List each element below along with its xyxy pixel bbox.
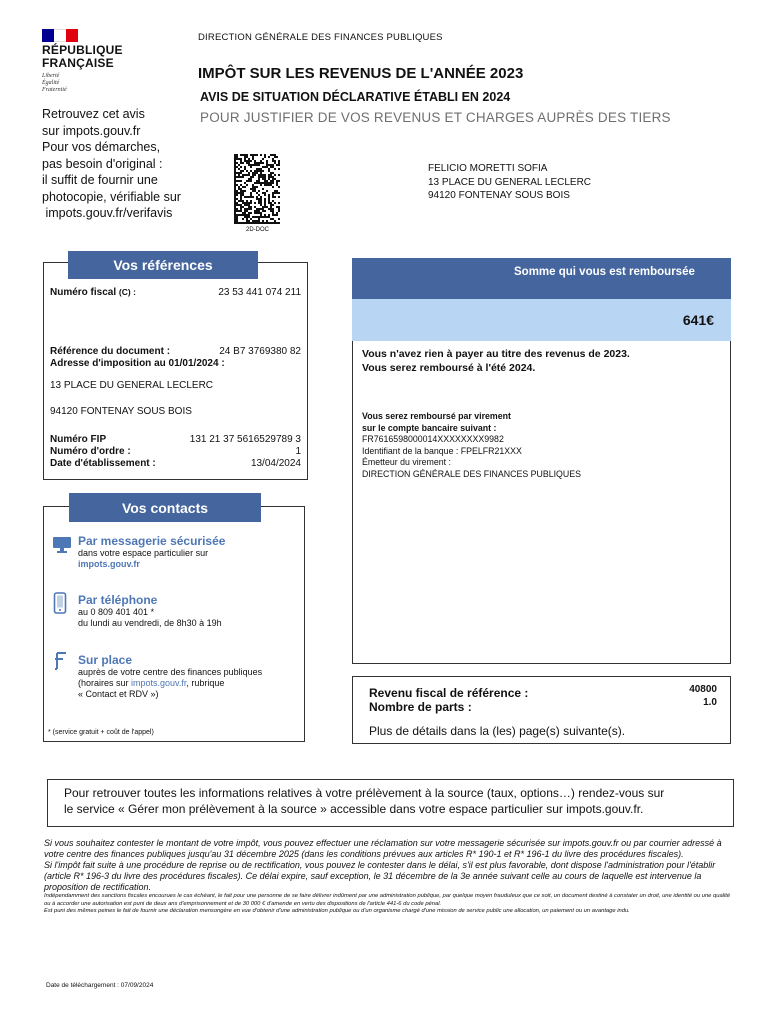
document-reference-value: 24 B7 3769380 82 xyxy=(219,346,301,357)
phone-footnote: * (service gratuit + coût de l'appel) xyxy=(48,729,154,736)
legal-paragraph-2: Si l'impôt fait suite à une procédure de reprise ou de rectification, vous pouvez le contester dans le délai, s'il est plus favorable, dont dispose l'administration pour l'établir (article R* 196-3 du livre des procédures fiscales). Ce délai expire, sauf exception, le 31 décembre de la 3e année suivant celle au cours de laquelle est intervenue la proposition de rectification. xyxy=(44,860,716,892)
references-heading: Vos références xyxy=(68,251,258,279)
fiscal-number-value: 23 53 441 074 211 xyxy=(218,287,301,298)
contact-secure-link[interactable]: impots.gouv.fr xyxy=(78,559,140,569)
document-purpose: POUR JUSTIFIER DE VOS REVENUS ET CHARGES AUPRÈS DES TIERS xyxy=(200,110,671,125)
recipient-address xyxy=(428,162,591,203)
barcode-label: 2D-DOC xyxy=(246,227,270,233)
document-subtitle: AVIS DE SITUATION DÉCLARATIVE ÉTABLI EN 2024 xyxy=(200,90,511,104)
2d-doc-barcode xyxy=(234,154,280,224)
bic: Identifiant de la banque : FPELFR21XXX xyxy=(362,445,522,456)
republique-francaise-logo-text: RÉPUBLIQUE FRANÇAISE xyxy=(42,43,123,70)
recipient-city: 94120 FONTENAY SOUS BOIS xyxy=(428,190,570,201)
tax-address-label: Adresse d'imposition au 01/01/2024 : xyxy=(50,358,225,369)
order-number-value: 1 xyxy=(295,446,301,457)
refund-message-1: Vous n'avez rien à payer au titre des revenus de 2023. xyxy=(362,348,630,360)
contact-place-title: Sur place xyxy=(78,653,133,667)
download-date: Date de téléchargement : 07/09/2024 xyxy=(46,982,154,989)
issue-date-value: 13/04/2024 xyxy=(250,458,301,469)
contact-place-rubric: « Contact et RDV ») xyxy=(78,689,159,699)
more-details-note: Plus de détails dans la (les) page(s) suivante(s). xyxy=(369,724,626,738)
order-number-label: Numéro d'ordre : xyxy=(50,446,131,457)
legal-paragraph-4: Est puni des mêmes peines le fait de fournir une déclaration mensongère en vue d'obtenir d'une administration publique ou d'un organisme chargé d'une mission de service public une allocation, un paiement ou un avantage indu. xyxy=(44,908,630,914)
issuer-label: Émetteur du virement : xyxy=(362,457,451,467)
rfr-value: 40800 xyxy=(689,684,717,695)
issuer-heading: DIRECTION GÉNÉRALE DES FINANCES PUBLIQUES xyxy=(198,32,443,43)
fip-label: Numéro FIP xyxy=(50,434,107,445)
fip-value: 131 21 37 5616529789 3 xyxy=(189,434,301,445)
contact-place-hours: (horaires sur impots.gouv.fr, rubrique xyxy=(78,678,225,688)
refund-heading: Somme qui vous est remboursée xyxy=(514,266,695,278)
fiscal-number-label: Numéro fiscal (C) : xyxy=(50,287,136,298)
legal-notice xyxy=(44,838,734,916)
tax-address-street: 13 PLACE DU GENERAL LECLERC xyxy=(50,380,214,391)
contacts-heading: Vos contacts xyxy=(69,493,261,522)
french-flag-logo xyxy=(42,29,78,42)
refund-message-2: Vous serez remboursé à l'été 2024. xyxy=(362,362,536,374)
verification-notice: Retrouvez cet avis sur impots.gouv.fr Pour vos démarches, pas besoin d'original : il suffit de fournir une photocopie, vérifiable sur impots.gouv.fr/verifavis xyxy=(42,107,181,220)
contact-place-link[interactable]: impots.gouv.fr xyxy=(131,678,187,688)
motto: Liberté Égalité Fraternité xyxy=(42,73,67,93)
location-icon xyxy=(53,651,69,671)
recipient-street: 13 PLACE DU GENERAL LECLERC xyxy=(428,176,592,188)
contact-phone-title: Par téléphone xyxy=(78,593,158,607)
parts-value: 1.0 xyxy=(703,697,717,708)
contact-secure-text: dans votre espace particulier sur xyxy=(78,548,209,558)
issuer-value: DIRECTION GÉNÉRALE DES FINANCES PUBLIQUES xyxy=(362,468,581,479)
transfer-details xyxy=(362,411,581,480)
phone-icon xyxy=(53,592,67,614)
withholding-info-text: Pour retrouver toutes les informations relatives à votre prélèvement à la source (taux, options…) rendez-vous sur le service « Gérer mon prélèvement à la source » accessible dans votre espace particulier sur impots.gouv.fr. xyxy=(64,786,665,816)
contact-secure-title: Par messagerie sécurisée xyxy=(78,534,226,548)
recipient-name: FELICIO MORETTI SOFIA xyxy=(428,163,548,174)
issue-date-label: Date d'établissement : xyxy=(50,458,156,469)
contact-phone-hours: du lundi au vendredi, de 8h30 à 19h xyxy=(78,618,222,628)
legal-paragraph-1: Si vous souhaitez contester le montant de votre impôt, vous pouvez effectuer une réclamation sur votre messagerie sécurisée sur impots.gouv.fr ou par courrier adressé à votre centre des finances publiques jusqu'au 31 décembre 2025 (dans les conditions prévues aux articles R* 190-1 et R* 196-1 du livre des procédures fiscales). xyxy=(44,838,722,859)
parts-label: Nombre de parts : xyxy=(369,700,472,714)
document-reference-label: Référence du document : xyxy=(50,346,171,357)
rfr-label: Revenu fiscal de référence : xyxy=(369,686,529,700)
transfer-line-2: sur le compte bancaire suivant : xyxy=(362,422,497,433)
legal-paragraph-3: Indépendamment des sanctions fiscales encourues le cas échéant, le fait pour une personne de se faire délivrer indûment par une administration publique, par quelque moyen frauduleux que ce soit, un document destiné à constater un droit, une identité ou une qualité ou à accorder une autorisation est puni de deux ans d'emprisonnement et de 30 000 € d'amende en vertu des dispositions de l'article 441-6 du code pénal. xyxy=(44,893,731,907)
computer-icon xyxy=(52,535,72,555)
contact-phone-number: au 0 809 401 401 * xyxy=(78,607,155,617)
refund-amount: 641€ xyxy=(682,312,714,328)
tax-address-city: 94120 FONTENAY SOUS BOIS xyxy=(50,406,192,417)
transfer-line-1: Vous serez remboursé par virement xyxy=(362,411,511,421)
refund-heading-bar xyxy=(352,258,731,299)
iban: FR7616598000014XXXXXXXX9982 xyxy=(362,434,504,444)
contact-place-text: auprès de votre centre des finances publiques xyxy=(78,667,263,677)
document-title: IMPÔT SUR LES REVENUS DE L'ANNÉE 2023 xyxy=(198,65,524,82)
